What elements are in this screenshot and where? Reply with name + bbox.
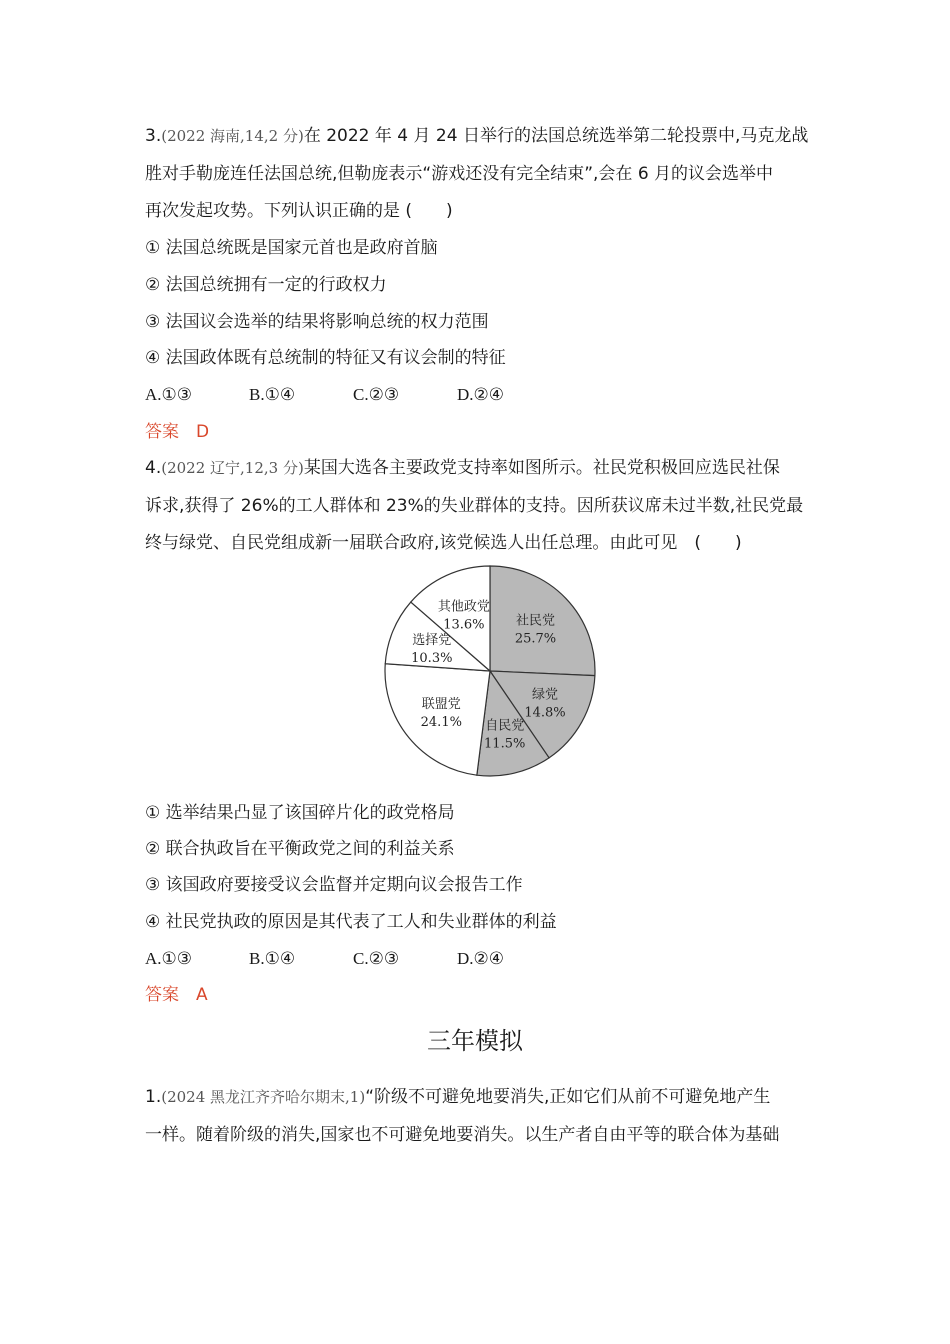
- q3-statement-1: ① 法国总统既是国家元首也是政府首脑: [145, 238, 438, 258]
- q4-option-b: B.①④: [249, 949, 296, 968]
- pie-slice-name-5: 其他政党: [437, 599, 490, 615]
- q3-statement-4: ④ 法国政体既有总统制的特征又有议会制的特征: [145, 348, 506, 368]
- section-title: 三年模拟: [427, 1027, 523, 1055]
- q4-stem-1: 某国大选各主要政党支持率如图所示。社民党积极回应选民社保: [303, 458, 780, 478]
- q4-option-a: A.①③: [145, 949, 193, 968]
- party-support-pie-chart: [365, 560, 615, 782]
- pie-slice-name-0: 社民党: [515, 613, 556, 629]
- q3-option-a: A.①③: [145, 385, 193, 404]
- q3-line-3: 再次发起攻势。下列认识正确的是 ( ): [145, 201, 453, 221]
- q3-options: [145, 383, 504, 407]
- pie-slice-value-4: 10.3%: [411, 650, 453, 666]
- q4-line-3: 终与绿党、自民党组成新一届联合政府,该党候选人出任总理。由此可见 ( ): [145, 533, 742, 553]
- q4-option-d: D.②④: [457, 949, 505, 968]
- q4-statement-1: ① 选举结果凸显了该国碎片化的政党格局: [145, 803, 455, 823]
- q3-answer: 答案 D: [145, 422, 210, 442]
- q4-statement-3: ③ 该国政府要接受议会监督并定期向议会报告工作: [145, 875, 523, 895]
- q3-stem-1: 在 2022 年 4 月 24 日举行的法国总统选举第二轮投票中,马克龙战: [303, 126, 809, 146]
- s1-source: (2024 黑龙江齐齐哈尔期末,1): [161, 1088, 366, 1106]
- q4-source: (2022 辽宁,12,3 分): [161, 459, 304, 477]
- pie-slice-value-5: 13.6%: [443, 617, 485, 633]
- q3-statement-3: ③ 法国议会选举的结果将影响总统的权力范围: [145, 312, 489, 332]
- pie-slice-value-0: 25.7%: [514, 631, 557, 647]
- q3-option-d: D.②④: [457, 385, 505, 404]
- pie-slice-value-1: 14.8%: [524, 705, 566, 721]
- q4-option-c: C.②③: [353, 949, 400, 968]
- q3-statement-2: ② 法国总统拥有一定的行政权力: [145, 275, 387, 295]
- q3-option-c: C.②③: [353, 385, 400, 404]
- s1-stem-1: “阶级不可避免地要消失,正如它们从前不可避免地产生: [365, 1087, 771, 1107]
- pie-slice-value-3: 24.1%: [420, 715, 462, 730]
- pie-slice-name-1: 绿党: [531, 687, 559, 703]
- q3-line-1: [145, 124, 808, 148]
- q3-option-b: B.①④: [249, 385, 296, 404]
- s1-line-1: [145, 1085, 770, 1109]
- q4-options: [145, 947, 504, 971]
- q4-statement-2: ② 联合执政旨在平衡政党之间的利益关系: [145, 839, 455, 859]
- q4-line-1: [145, 456, 780, 480]
- s1-number: 1.: [145, 1087, 162, 1107]
- pie-slice-name-4: 选择党: [412, 632, 452, 648]
- q3-source: (2022 海南,14,2 分): [161, 127, 304, 145]
- pie-slice-name-3: 联盟党: [421, 697, 461, 712]
- q4-answer: 答案 A: [145, 985, 208, 1005]
- q3-number: 3.: [145, 126, 162, 146]
- q4-line-2: 诉求,获得了 26%的工人群体和 23%的失业群体的支持。因所获议席未过半数,社民党最: [145, 496, 804, 516]
- q4-number: 4.: [145, 458, 162, 478]
- q3-line-2: 胜对手勒庞连任法国总统,但勒庞表示“游戏还没有完全结束”,会在 6 月的议会选举中: [145, 164, 774, 184]
- pie-slice-value-2: 11.5%: [484, 736, 526, 752]
- s1-line-2: 一样。随着阶级的消失,国家也不可避免地要消失。以生产者自由平等的联合体为基础: [145, 1125, 780, 1145]
- pie-slice-name-2: 自民党: [485, 718, 525, 734]
- q4-statement-4: ④ 社民党执政的原因是其代表了工人和失业群体的利益: [145, 912, 557, 932]
